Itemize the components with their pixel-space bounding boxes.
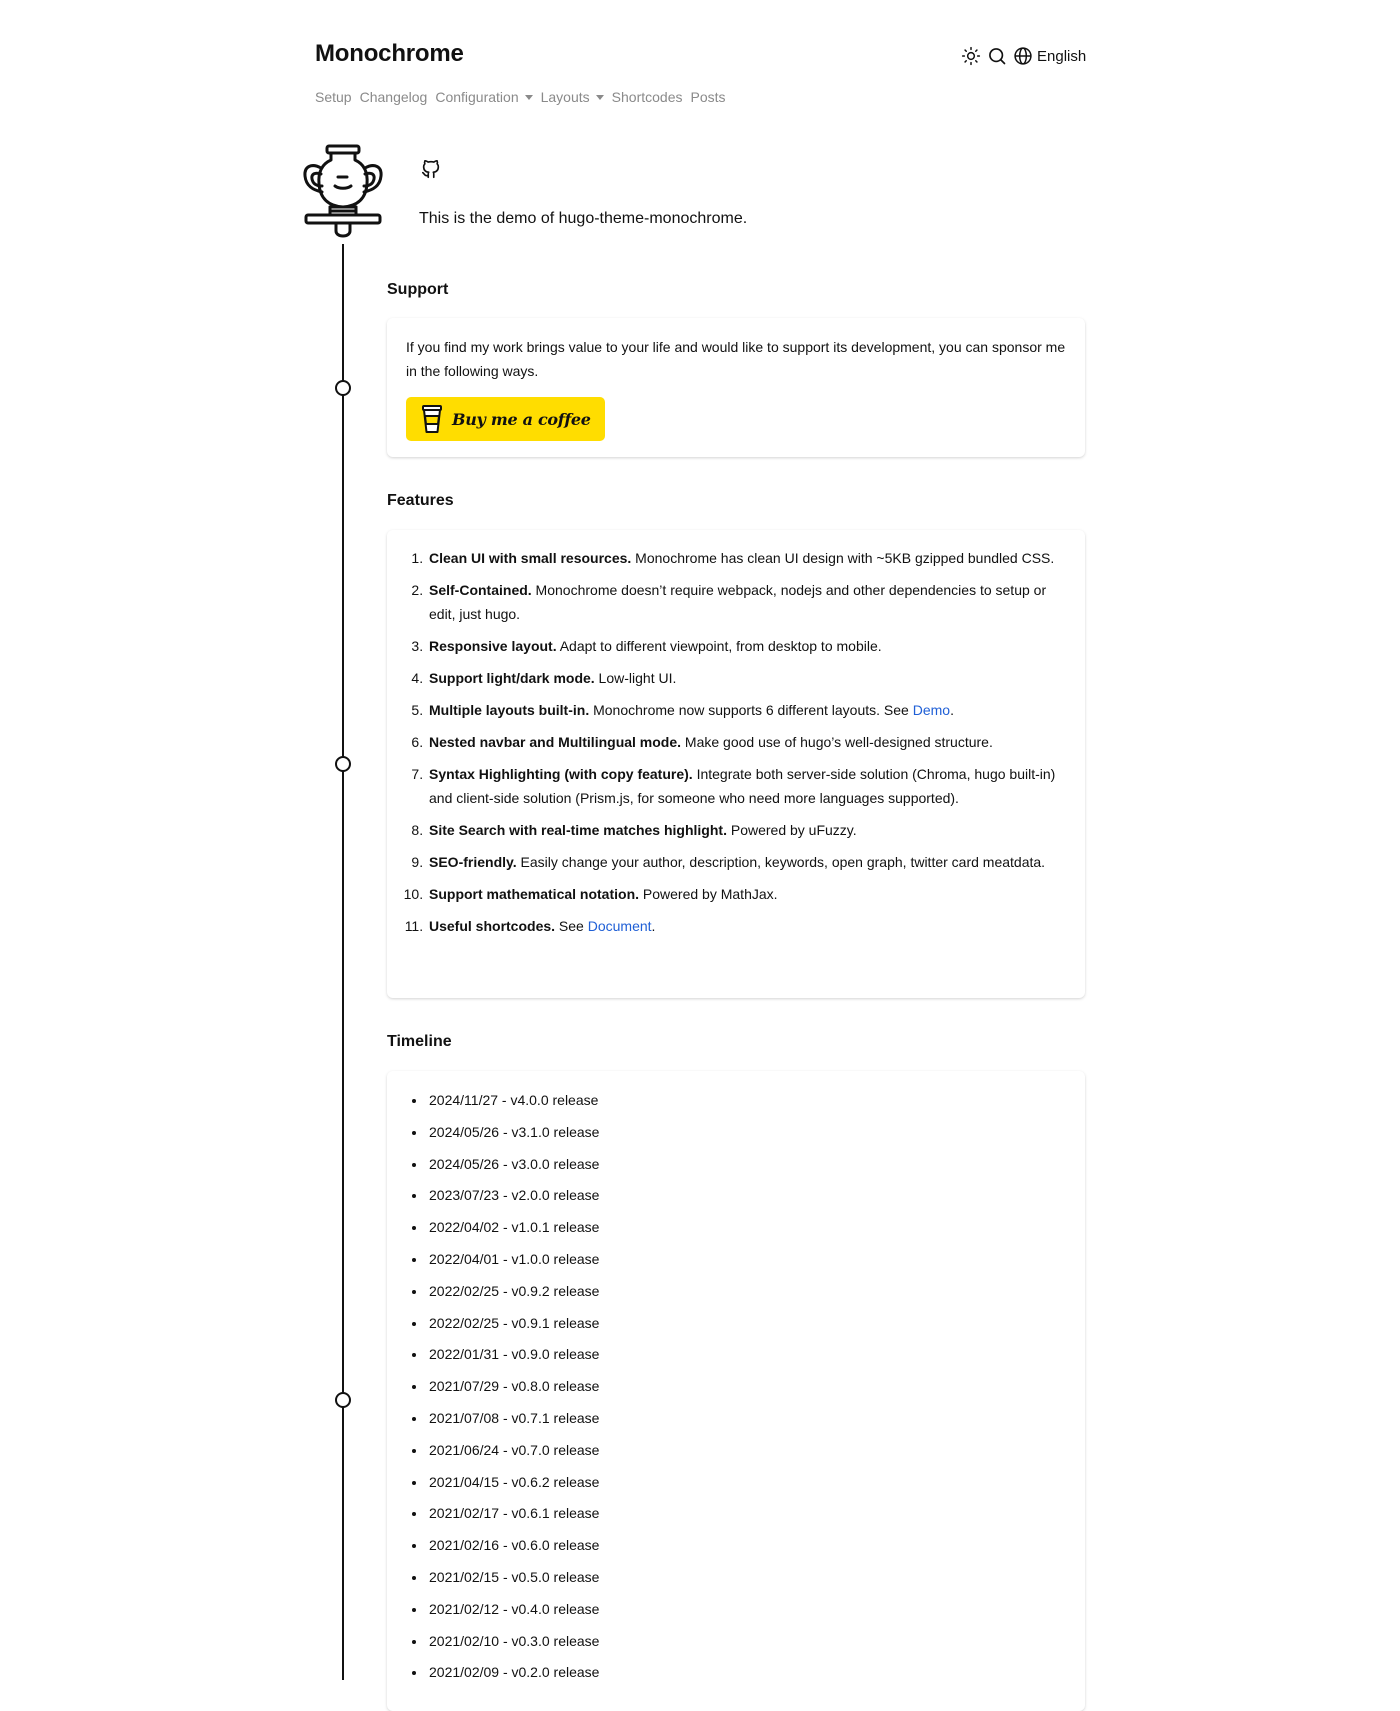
feature-item [427,882,1066,906]
feature-heading: Syntax Highlighting (with copy feature). [429,766,693,782]
feature-heading: Nested navbar and Multilingual mode. [429,734,682,750]
nav-label: Layouts [540,89,590,105]
site-title[interactable]: Monochrome [315,40,464,67]
feature-heading: Site Search with real-time matches highlight. [429,822,727,838]
nav-label: Setup [315,89,352,105]
timeline-card [387,1071,1085,1711]
feature-text: . [950,702,954,718]
feature-heading: Multiple layouts built-in. [429,702,590,718]
support-title: Support [387,281,449,298]
features-list [406,546,1066,938]
nav-label: Posts [690,89,726,105]
feature-text: Monochrome doesn’t require webpack, nodejs and other dependencies to setup or edit, just hugo. [429,582,1047,622]
language-selector[interactable] [1013,46,1086,66]
feature-text: Low-light UI. [594,670,677,686]
feature-item [427,762,1066,810]
main-nav [315,89,734,105]
feature-text: See [555,918,588,934]
caret-down-icon [525,95,533,100]
header-tools [961,46,1086,66]
timeline-item: • 2021/06/24 - v0.7.0 release [427,1440,1066,1460]
search-icon [987,46,1007,66]
feature-text: . [651,918,656,934]
timeline-item: • 2021/07/08 - v0.7.1 release [427,1408,1066,1428]
theme-toggle-button[interactable] [961,46,981,66]
feature-text: Integrate both server-side solution (Chroma, hugo built-in) and client-side solution (Prism.js, for someone who need more languages supported). [429,766,1056,806]
feature-item [427,818,1066,842]
features-title: Features [387,492,454,509]
feature-heading: Support mathematical notation. [429,886,640,902]
timeline-item: • 2021/07/29 - v0.8.0 release [427,1376,1066,1396]
timeline-item: • 2021/02/09 - v0.2.0 release [427,1662,1066,1682]
timeline-item: • 2024/05/26 - v3.0.0 release [427,1154,1066,1174]
timeline-list [406,1090,1066,1682]
feature-item [427,914,1066,938]
demo-link[interactable]: Demo [912,702,951,718]
timeline-item: • 2021/02/10 - v0.3.0 release [427,1631,1066,1651]
caret-down-icon [596,95,604,100]
timeline-node [335,1392,351,1408]
feature-text: Powered by MathJax. [639,886,778,902]
timeline-line [342,244,344,1680]
timeline-item: • 2024/11/27 - v4.0.0 release [427,1090,1066,1110]
feature-text: Powered by uFuzzy. [726,822,857,838]
feature-item [427,850,1066,874]
timeline-item: • 2022/01/31 - v0.9.0 release [427,1344,1066,1364]
support-text: If you find my work brings value to your life and would like to support its development, you can sponsor me in the following ways. [406,339,1066,379]
feature-heading: Responsive layout. [429,638,557,654]
nav-item-posts[interactable] [690,89,725,105]
timeline-title: Timeline [387,1033,452,1050]
feature-heading: Support light/dark mode. [429,670,595,686]
feature-item [427,578,1066,626]
feature-item [427,546,1066,570]
document-link[interactable]: Document [587,918,652,934]
language-label: English [1037,47,1087,65]
feature-heading: Clean UI with small resources. [429,550,632,566]
buy-me-a-coffee-button[interactable] [406,397,605,441]
github-icon[interactable] [420,158,442,180]
feature-item [427,730,1066,754]
feature-heading: Useful shortcodes. [429,918,556,934]
support-card [387,318,1085,457]
nav-label: Changelog [359,89,428,105]
nav-item-layouts[interactable] [541,89,604,105]
nav-item-setup[interactable] [315,89,352,105]
nav-item-configuration[interactable] [435,89,532,105]
timeline-item: • 2021/02/16 - v0.6.0 release [427,1535,1066,1555]
globe-icon [1013,46,1033,66]
feature-item [427,634,1066,658]
timeline-item: • 2022/02/25 - v0.9.1 release [427,1313,1066,1333]
feature-text: Monochrome now supports 6 different layouts. See [589,702,913,718]
coffee-cup-icon [420,404,444,434]
vase-icon [300,144,386,244]
timeline-item: • 2024/05/26 - v3.1.0 release [427,1122,1066,1142]
timeline-item: • 2022/04/01 - v1.0.0 release [427,1249,1066,1269]
feature-heading: SEO-friendly. [429,854,517,870]
timeline-item: • 2021/02/17 - v0.6.1 release [427,1503,1066,1523]
search-button[interactable] [987,46,1007,66]
nav-item-changelog[interactable] [360,89,428,105]
feature-text: Monochrome has clean UI design with ~5KB gzipped bundled CSS. [631,550,1055,566]
nav-item-shortcodes[interactable] [612,89,683,105]
sun-icon [961,46,981,66]
feature-text: Adapt to different viewpoint, from desktop to mobile. [556,638,882,654]
nav-label: Configuration [435,89,519,105]
feature-text: Make good use of hugo’s well-designed structure. [681,734,993,750]
timeline-item: • 2023/07/23 - v2.0.0 release [427,1185,1066,1205]
timeline-item: • 2022/04/02 - v1.0.1 release [427,1217,1066,1237]
feature-item [427,666,1066,690]
timeline-node [335,380,351,396]
timeline-item: • 2021/02/12 - v0.4.0 release [427,1599,1066,1619]
nav-label: Shortcodes [611,89,683,105]
timeline-node [335,756,351,772]
buy-me-a-coffee-label: Buy me a coffee [452,409,591,429]
feature-text: Easily change your author, description, keywords, open graph, twitter card meatdata. [516,854,1046,870]
intro-text: This is the demo of hugo-theme-monochrome. [419,210,748,227]
feature-item [427,698,1066,722]
feature-heading: Self-Contained. [429,582,532,598]
features-card [387,530,1085,998]
timeline-item: • 2022/02/25 - v0.9.2 release [427,1281,1066,1301]
timeline-item: • 2021/02/15 - v0.5.0 release [427,1567,1066,1587]
timeline-item: • 2021/04/15 - v0.6.2 release [427,1472,1066,1492]
